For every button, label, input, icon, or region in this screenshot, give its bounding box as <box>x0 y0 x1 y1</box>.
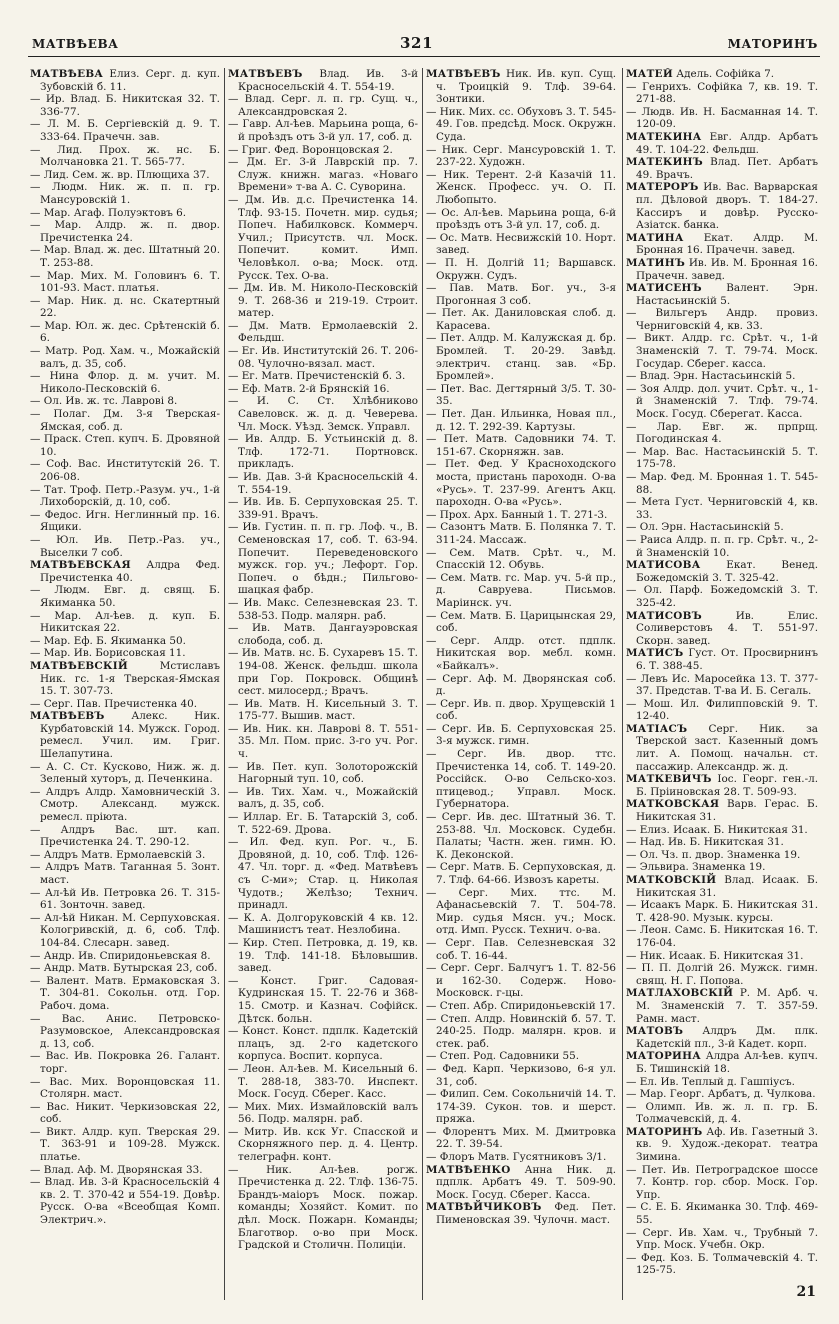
directory-entry: — Ег. Матв. Пречистенскій б. 3. <box>228 370 406 383</box>
directory-entry: — Пет. Дан. Ильинка, Новая пл., д. 12. Т. 292-39. Картузы. <box>426 408 616 433</box>
directory-entry: — Зоя Алдр. дол. учит. Срѣт. ч., 1-й Знаменскій 7. Тлф. 79-74. Моск. Госуд. Сберегат. Касса. <box>626 382 818 421</box>
directory-entry: МАТЕРОРЪ Ив. Вас. Варварская пл. Дѣловой дворъ. Т. 184-27. Кассиръ и довѣр. Русско-Азіатск. банка. <box>626 181 818 232</box>
directory-entry: — Ив. Пет. куп. Золоторожскій Нагорный туп. 10, соб. <box>228 760 418 786</box>
directory-entry: — Генрихъ. Софійка 7, кв. 19. Т. 271-88. <box>626 80 818 106</box>
directory-entry: — Юл. Ив. Петр.-Раз. уч., Выселки 7 соб. <box>30 533 220 559</box>
directory-entry: — Серг. Ив. Б. Серпуховская 25. 3-я мужск. гимн. <box>426 722 616 748</box>
directory-entry: — С. Е. Б. Якиманка 30. Тлф. 469-55. <box>626 1201 818 1227</box>
entry-surname: МАТІАСЪ <box>626 722 688 735</box>
directory-entry: — Лид. Прох. ж. нс. Б. Молчановка 21. Т. 565-77. <box>30 143 220 169</box>
directory-entry: — Серг. Ив. Хам. ч., Трубный 7. Упр. Моск. Учебн. Окр. <box>626 1226 818 1252</box>
directory-entry: — Нина Флор. д. м. учит. М. Николо-Песковскій 6. <box>30 370 220 395</box>
column-4 <box>626 68 818 1306</box>
directory-entry: — Еф. Матв. 2-й Брянскій 16. <box>228 382 390 395</box>
directory-entry: — Серг. Ив. п. двор. Хрущевскій 1 соб. <box>426 697 616 723</box>
directory-entry: МАТКОВСКАЯ Варв. Герас. Б. Никитская 31. <box>626 798 818 824</box>
entry-surname: МАТИНЪ <box>626 256 686 269</box>
directory-entry: — Мар. Алдр. ж. п. двор. Пречистенка 24. <box>30 219 220 244</box>
directory-entry: — Мар. Еф. Б. Якиманка 50. <box>30 634 186 647</box>
entry-surname: МАТИСОВЪ <box>626 609 702 622</box>
directory-entry: — Валент. Матв. Ермаковская 3. Т. 304-81. Сокольн. отд. Гор. Рабоч. дома. <box>30 974 220 1012</box>
directory-entry: — Ив. Дав. 3-й Красносельскій 4. Т. 554-19. <box>228 471 418 496</box>
directory-entry: — Эльвира. Знаменка 19. <box>626 861 766 874</box>
directory-entry: — Мар. Вас. Настасьинскій 5. Т. 175-78. <box>626 445 818 471</box>
directory-entry: — Серг. Мих. ттс. М. Афанасьевскій 7. Т. 504-78. Мир. судья Мясн. уч.; Моск. отд. Имп. Русск. Технич. о-ва. <box>426 886 616 937</box>
entry-surname: МАТЕЙ <box>626 68 673 80</box>
directory-entry: — Л. М. Б. Сергіевскій д. 9. Т. 333-64. Прачечн. зав. <box>30 118 220 143</box>
directory-entry: — Дм. Матв. Ермолаевскій 2. Фельдш. <box>228 319 418 345</box>
entry-surname: МАТИСЕНЪ <box>626 282 702 295</box>
directory-entry: — Ив. Густин. п. п. гр. Лоф. ч., В. Семеновская 17, соб. Т. 63-94. Попечит. Переведеновского мужск. гор. уч.; Лефорт. Гор. Попеч. о бѣдн.; Пильгово-шацкая фабр. <box>228 521 418 597</box>
directory-entry: МАТВѢЕВЪ Ник. Ив. куп. Сущ. ч. Троицкій 9. Тлф. 39-64. Зонтики. <box>426 68 616 106</box>
directory-entry: — Андр. Ив. Спиридоньевская 8. <box>30 949 211 962</box>
entry-surname: МАТВѢЕВСКІЙ <box>30 659 129 672</box>
directory-entry: — Пет. Фед. У Красноходского моста, пристань пароходн. О-ва «Русь». Т. 237-99. Агентъ Акц. пароходн. О-ва «Русь». <box>426 458 616 509</box>
directory-entry: — Мар. Ал-ѣев. д. куп. Б. Никитская 22. <box>30 609 220 635</box>
entry-surname: МАТКОВСКАЯ <box>626 798 720 811</box>
directory-entry: — Иллар. Ег. Б. Татарскій 3, соб. Т. 522-69. Дрова. <box>228 811 418 836</box>
directory-entry: — Исаакъ Марк. Б. Никитская 31. Т. 428-90. Музык. курсы. <box>626 899 818 924</box>
directory-entry: МАТИНЪ Ив. Ив. М. Бронная 16. Прачечн. завед. <box>626 256 818 282</box>
directory-entry: — А. С. Ст. Кусково, Ниж. ж. д. Зеленый хуторъ, д. Печенкина. <box>30 760 220 786</box>
entry-surname: МАТВѢЕВСКАЯ <box>30 559 131 572</box>
directory-entry: — Сем. Матв. гс. Мар. уч. 5-й пр., д. Савруева. Письмов. Маріинск. уч. <box>426 571 616 609</box>
directory-entry: — Мар. Ив. Борисовская 11. <box>30 647 186 660</box>
directory-entry: — Федос. Игн. Неглинный пр. 16. Ящики. <box>30 508 220 534</box>
directory-entry: — Григ. Фед. Воронцовская 2. <box>228 143 393 156</box>
directory-entry: МАТОРИНА Алдра Ал-ѣев. купч. Б. Тишинскій 18. <box>626 1050 818 1075</box>
directory-entry: — Алдръ Матв. Таганная 5. Зонт. маст. <box>30 861 220 886</box>
directory-entry: — Людв. Ив. Н. Басманная 14. Т. 120-09. <box>626 105 818 131</box>
directory-entry: МАТОВЪ Алдръ Дм. плк. Кадетскій пл., 3-й Кадет. корп. <box>626 1025 818 1050</box>
directory-entry: — Пет. Ив. Петроградское шоссе 7. Контр. гор. сбор. Моск. Гор. Упр. <box>626 1163 818 1201</box>
directory-entry: — Викт. Алдр. куп. Тверская 29. Т. 363-91 и 109-28. Мужск. платье. <box>30 1125 220 1164</box>
directory-entry: — Мош. Ил. Филипповскій 9. Т. 12-40. <box>626 697 818 723</box>
directory-entry: — Флоръ Матв. Гусятниковъ 3/1. <box>426 1151 607 1164</box>
directory-entry: — Праск. Степ. купч. Б. Дровяной 10. <box>30 433 220 458</box>
directory-entry: — Кир. Степ. Петровка, д. 19, кв. 19. Тлф. 141-18. Бѣловышив. завед. <box>228 936 418 975</box>
directory-entry: МАТВѢЙЧИКОВЪ Фед. Пет. Пименовская 39. Чулочн. маст. <box>426 1201 616 1227</box>
directory-entry: — Пав. Матв. Бог. уч., 3-я Прогонная 3 соб. <box>426 282 616 307</box>
directory-entry: — Ив. Ив. Б. Серпуховская 25. Т. 339-91. Врачъ. <box>228 496 418 521</box>
entry-surname: МАТВѢЙЧИКОВЪ <box>426 1201 542 1214</box>
directory-entry: МАТЛАХОВСКІЙ Р. М. Арб. ч. М. Знаменскій 7. Т. 357-59. Рамн. маст. <box>626 987 818 1025</box>
directory-entry: — Ир. Влад. Б. Никитская 32. Т. 336-77. <box>30 93 220 118</box>
directory-entry: — Влад. Аф. М. Дворянская 33. <box>30 1163 203 1176</box>
entry-surname: МАТИНА <box>626 231 684 244</box>
directory-entry: — Влад. Эрн. Настасьинскій 5. <box>626 370 796 383</box>
entry-surname: МАТВѢЕВЪ <box>426 68 501 80</box>
directory-entry: МАТВѢЕВСКАЯ Алдра Фед. Пречистенка 40. <box>30 559 220 584</box>
directory-entry: МАТІАСЪ Серг. Ник. за Тверской заст. Казенный домъ лит. А. Помощ. начальн. ст. пассажир. Александр. ж. д. <box>626 722 818 773</box>
entry-surname: МАТЛАХОВСКІЙ <box>626 987 734 1000</box>
directory-entry: — Лид. Сем. ж. вр. Плющиха 37. <box>30 168 210 181</box>
header-right-word: МАТОРИНЪ <box>727 37 818 51</box>
directory-entry: — Ил. Фед. куп. Рог. ч., Б. Дровяной, д. 10, соб. Тлф. 126-47. Чл. торг. д. «Фед. Матвѣевъ съ С-ми»; Стар. ц. Николая Чудотв.; Желѣзо; Технич. принадл. <box>228 836 418 912</box>
directory-entry: МАТЕКИНА Евг. Алдр. Арбатъ 49. Т. 104-22. Фельдш. <box>626 130 818 156</box>
directory-entry: — П. П. Долгій 26. Мужск. гимн. свящ. Н. Г. Попова. <box>626 962 818 987</box>
entry-surname: МАТОРИНА <box>626 1050 702 1063</box>
directory-entry: — Дм. Ив. М. Николо-Песковскій 9. Т. 268-36 и 219-19. Строит. матер. <box>228 282 418 320</box>
directory-entry: — Вас. Никит. Черкизовская 22, соб. <box>30 1100 220 1126</box>
directory-entry: — Мар. Агаф. Полуэктовъ 6. <box>30 206 187 219</box>
directory-entry: — Флорентъ Мих. М. Дмитровка 22. Т. 39-54. <box>426 1125 616 1151</box>
directory-entry: — Ос. Ал-ѣев. Марьина роща, 6-й проѣздъ отъ 3-й ул. 17, соб. д. <box>426 206 616 232</box>
directory-entry: — Матр. Род. Хам. ч., Можайскій валъ, д. 35, соб. <box>30 345 220 370</box>
directory-entry: — Олимп. Ив. ж. л. п. гр. Б. Толмачевскій, д. 4. <box>626 1100 818 1126</box>
directory-entry: — Серг. Ив. двор. ттс. Пречистенка 14, соб. Т. 149-20. Россійск. О-во Сельско-хоз. птицевод.; Управл. Моск. Губернатора. <box>426 748 616 811</box>
directory-entry: — Ив. Матв. Дангауэровская слобода, соб. д. <box>228 622 418 647</box>
directory-entry: — Пет. Ак. Даниловская слоб. д. Карасева. <box>426 307 616 332</box>
entry-surname: МАТИСОВА <box>626 559 701 572</box>
directory-entry: — Ив. Матв. нс. Б. Сухаревъ 15. Т. 194-08. Женск. фельдш. школа при Гор. Покровск. Общинѣ сест. милосерд.; Врачъ. <box>228 647 418 698</box>
directory-entry: — Соф. Вас. Институтскій 26. Т. 206-08. <box>30 458 220 483</box>
directory-entry: МАТКЕВИЧЪ Іос. Георг. ген.-л. Б. Пріиновская 28. Т. 509-93. <box>626 773 818 798</box>
directory-entry: — Вас. Анис. Петровско-Разумовское, Александровская д. 13, соб. <box>30 1012 220 1050</box>
directory-entry: — Митр. Ив. кск Уг. Спасской и Скорняжного пер. д. 4. Центр. телеграфн. конт. <box>228 1125 418 1164</box>
directory-entry: — Дм. Ег. 3-й Лаврскій пр. 7. Служ. книжн. магаз. «Новаго Времени» т-ва А. С. Суворина. <box>228 156 418 194</box>
directory-entry: МАТВѢЕНКО Анна Ник. д. пдплк. Арбатъ 49. Т. 509-90. Моск. Госуд. Сберег. Касса. <box>426 1163 616 1201</box>
directory-entry: — Пет. Вас. Дегтярный 3/5. Т. 30-35. <box>426 382 616 408</box>
directory-entry: — Леон. Ал-ѣев. М. Кисельный 6. Т. 288-18, 383-70. Инспект. Моск. Госуд. Сберег. Касс. <box>228 1062 418 1101</box>
directory-entry: — Фед. Карп. Черкизово, 6-я ул. 31, соб. <box>426 1062 616 1088</box>
directory-entry: — Прох. Арх. Банный 1. Т. 271-3. <box>426 508 608 521</box>
directory-entry: — Ник. Ал-ѣев. рогж. Пречистенка д. 22. Тлф. 136-75. Брандъ-маіоръ Моск. пожар. команды; Хозяйст. Комит. по дѣл. Моск. Пожарн. Команды; Благотвор. о-во при Моск. Градской и Столичн. Полиціи. <box>228 1163 418 1252</box>
directory-entry: — Тат. Троф. Петр.-Разум. уч., 1-й Лихоборскій, д. 10, соб. <box>30 483 220 509</box>
directory-entry: — Конст. Конст. пдплк. Кадетскій плацъ, зд. 2-го кадетского корпуса. Воспит. корпуса. <box>228 1025 418 1063</box>
directory-entry: — Филип. Сем. Сокольничій 14. Т. 174-39. Сукон. тов. и шерст. пряжа. <box>426 1088 616 1126</box>
directory-entry: — Ол. Ив. ж. тс. Лаврові 8. <box>30 395 178 408</box>
entry-surname: МАТВѢЕВА <box>30 68 104 80</box>
directory-entry: — Мета Густ. Черниговскій 4, кв. 33. <box>626 496 818 521</box>
entry-surname: МАТВѢЕВЪ <box>228 68 303 80</box>
directory-entry: — Елиз. Исаак. Б. Никитская 31. <box>626 823 808 836</box>
directory-entry: — Викт. Алдр. гс. Срѣт. ч., 1-й Знаменскій 7. Т. 79-74. Моск. Государ. Сберег. касса. <box>626 332 818 370</box>
page-number: 321 <box>400 34 434 52</box>
directory-entry: — Ник. Мих. сс. Обуховъ 3. Т. 545-49. Гов. предсѣд. Моск. Окружн. Суда. <box>426 105 616 143</box>
directory-entry: — Мар. Влад. ж. дес. Штатный 20. Т. 253-88. <box>30 244 220 269</box>
directory-entry: — Лар. Евг. ж. прпрщ. Погодинская 4. <box>626 420 818 446</box>
directory-entry: — Ос. Матв. Несвижскій 10. Норт. завед. <box>426 231 616 257</box>
directory-entry: — Серг. Ив. дес. Штатный 36. Т. 253-88. Чл. Московск. Судебн. Палаты; Частн. жен. гимн. Ю. К. Деконской. <box>426 811 616 861</box>
directory-entry: — Ник. Исаак. Б. Никитская 31. <box>626 949 804 962</box>
directory-entry: — Левъ Ис. Маросейка 13. Т. 377-37. Представ. Т-ва И. Б. Сегаль. <box>626 672 818 698</box>
directory-entry: — Мар. Георг. Арбатъ, д. Чулкова. <box>626 1088 816 1101</box>
directory-entry: — Алдръ Алдр. Хамовническій 3. Смотр. Александ. мужск. ремесл. пріюта. <box>30 785 220 824</box>
directory-entry: — Мар. Мих. М. Головинъ 6. Т. 101-93. Маст. платья. <box>30 269 220 295</box>
directory-entry: — К. А. Долгоруковскій 4 кв. 12. Машинистъ теат. Незлобина. <box>228 911 418 937</box>
column-3 <box>426 68 616 1306</box>
directory-entry: МАТИНА Екат. Алдр. М. Бронная 16. Прачечн. завед. <box>626 231 818 257</box>
directory-entry: — П. Н. Долгій 11; Варшавск. Окружн. Судъ. <box>426 256 616 282</box>
entry-surname: МАТКОВСКІЙ <box>626 874 717 886</box>
directory-entry: — Ив. Алдр. Б. Устьинскій д. 8. Тлф. 172-71. Портновск. прикладъ. <box>228 433 418 471</box>
header-left-word: МАТВѢЕВА <box>32 37 119 51</box>
directory-entry: — Ол. Парф. Божедомскій 3. Т. 325-42. <box>626 584 818 609</box>
directory-entry: — Влад. Серг. л. п. гр. Сущ. ч., Александровская 2. <box>228 93 418 118</box>
entry-surname: МАТОРИНЪ <box>626 1125 703 1138</box>
directory-entry: — Ив. Макс. Селезневская 23. Т. 538-53. Подр. малярн. раб. <box>228 596 418 622</box>
entry-surname: МАТЕКИНЪ <box>626 156 704 169</box>
directory-entry: МАТВѢЕВСКІЙ Мстиславъ Ник. гс. 1-я Тверская-Ямская 15. Т. 307-73. <box>30 659 220 698</box>
directory-entry: — Алдръ Матв. Ермолаевскій 3. <box>30 848 206 861</box>
directory-entry: — Ег. Ив. Институтскій 26. Т. 206-08. Чулочно-вязал. маст. <box>228 345 418 370</box>
directory-entry: — Серг. Серг. Балчугъ 1. Т. 82-56 и 162-30. Содерж. Ново-Московск. г-цы. <box>426 962 616 1000</box>
directory-entry: — Ив. Матв. Н. Кисельный 3. Т. 175-77. Вышив. маст. <box>228 697 418 723</box>
directory-entry: — Ал-ѣй Никан. М. Серпуховская. Кологривскій, д. 6, соб. Тлф. 104-84. Слесарн. завед. <box>30 911 220 949</box>
directory-entry: МАТИСЕНЪ Валент. Эрн. Настасьинскій 5. <box>626 282 818 307</box>
entry-surname: МАТЕКИНА <box>626 130 702 143</box>
directory-entry: — Ник. Серг. Мансуровскій 1. Т. 237-22. Художн. <box>426 143 616 169</box>
entry-surname: МАТИСЪ <box>626 647 684 660</box>
directory-entry: — Ник. Терент. 2-й Казачій 11. Женск. Професс. уч. О. П. Любопыто. <box>426 168 616 206</box>
directory-entry: МАТЕЙ Адель. Софійка 7. <box>626 68 775 80</box>
directory-entry: МАТОРИНЪ Аф. Ив. Газетный 3. кв. 9. Худож.-декорат. театра Зимина. <box>626 1125 818 1164</box>
directory-entry: МАТИСОВА Екат. Венед. Божедомскій 3. Т. 325-42. <box>626 559 818 584</box>
directory-entry: — Ал-ѣй Ив. Петровка 26. Т. 315-61. Зонточн. завед. <box>30 886 220 912</box>
directory-entry: — Леон. Самс. Б. Никитская 16. Т. 176-04. <box>626 924 818 949</box>
directory-entry: — И. С. Ст. Хлѣбниково Савеловск. ж. д. д. Чеверева. Чл. Моск. Уѣзд. Земск. Управл. <box>228 395 418 433</box>
entry-surname: МАТКЕВИЧЪ <box>626 773 712 786</box>
directory-entry: — Степ. Абр. Спиридоньевскій 17. <box>426 999 616 1012</box>
directory-entry: — Сазонтъ Матв. Б. Полянка 7. Т. 311-24. Массаж. <box>426 521 616 546</box>
entry-surname: МАТОВЪ <box>626 1025 684 1038</box>
column-2 <box>228 68 418 1306</box>
directory-entry: — Над. Ив. Б. Никитская 31. <box>626 836 784 849</box>
entry-surname: МАТВѢЕВЪ <box>30 710 105 723</box>
directory-entry: — Серг. Матв. Б. Серпуховская, д. 7. Тлф. 64-66. Извозъ кареты. <box>426 861 616 886</box>
footer-number: 21 <box>796 1284 816 1300</box>
directory-entry: МАТИСЪ Густ. От. Просвирнинъ 6. Т. 388-45. <box>626 647 818 672</box>
directory-entry: — Пет. Матв. Садовники 74. Т. 151-67. Скорняжн. зав. <box>426 433 616 458</box>
directory-entry: — Конст. Григ. Садовая-Кудринская 15. Т. 22-76 и 368-15. Смотр. и Казнач. Софійск. Дѣтск. больн. <box>228 974 418 1025</box>
directory-entry: — Серг. Пав. Селезневская 32 соб. Т. 16-44. <box>426 936 616 962</box>
directory-entry: МАТВѢЕВЪ Влад. Ив. 3-й Красносельскій 4. Т. 554-19. <box>228 68 418 93</box>
directory-entry: — Андр. Матв. Бутырская 23, соб. <box>30 962 218 975</box>
directory-entry: — Людм. Ник. ж. п. п. гр. Мансуровскій 1. <box>30 181 220 206</box>
entry-surname: МАТЕРОРЪ <box>626 181 699 194</box>
directory-entry: — Алдръ Вас. шт. кап. Пречистенка 24. Т. 290-12. <box>30 823 220 849</box>
directory-entry: — Сем. Матв. Б. Царицынская 29, соб. <box>426 609 616 635</box>
entry-surname: МАТВѢЕНКО <box>426 1163 511 1176</box>
directory-entry: МАТЕКИНЪ Влад. Пет. Арбатъ 49. Врачъ. <box>626 156 818 181</box>
directory-entry: — Раиса Алдр. п. п. гр. Срѣт. ч., 2-й Знаменскій 10. <box>626 533 818 559</box>
directory-entry: — Ив. Ник. кн. Лаврові 8. Т. 551-35. Мл. Пом. прис. 3-го уч. Рог. ч. <box>228 722 418 761</box>
directory-entry: — Мар. Юл. ж. дес. Срѣтенскій б. 6. <box>30 319 220 345</box>
directory-entry: — Серг. Аф. М. Дворянская соб. д. <box>426 672 616 698</box>
directory-entry: — Степ. Алдр. Новинскій б. 57. Т. 240-25. Подр. малярн. кров. и стек. раб. <box>426 1012 616 1050</box>
column-1 <box>30 68 220 1306</box>
directory-entry: — Вас. Мих. Воронцовская 11. Столярн. маст. <box>30 1075 220 1101</box>
directory-page <box>28 34 820 1310</box>
directory-entry: — Вас. Ив. Покровка 26. Галант. торг. <box>30 1050 220 1075</box>
directory-entry: — Мих. Мих. Измайловскій валъ 56. Подр. малярн. раб. <box>228 1100 418 1126</box>
directory-entry: МАТКОВСКІЙ Влад. Исаак. Б. Никитская 31. <box>626 874 818 899</box>
directory-entry: — Мар. Фед. М. Бронная 1. Т. 545-88. <box>626 471 818 496</box>
directory-entry: — Вильгеръ Андр. провиз. Черниговскій 4, кв. 33. <box>626 307 818 332</box>
directory-entry: — Ив. Тих. Хам. ч., Можайскій валъ, д. 35, соб. <box>228 785 418 811</box>
directory-entry: — Сем. Матв. Срѣт. ч., М. Спасскій 12. Обувь. <box>426 546 616 572</box>
running-header <box>28 34 820 57</box>
directory-entry: МАТИСОВЪ Ив. Елис. Соливерстовъ 4. Т. 551-97. Скорн. завед. <box>626 609 818 647</box>
directory-entry: — Влад. Ив. 3-й Красносельскій 4 кв. 2. Т. 370-42 и 554-19. Довѣр. Русск. О-ва «Всеобщая Комп. Электрич.». <box>30 1176 220 1227</box>
directory-columns <box>28 68 820 1306</box>
directory-entry: — Мар. Ник. д. нс. Скатертный 22. <box>30 294 220 320</box>
directory-entry: — Ел. Ив. Теплый д. Гашпіусъ. <box>626 1075 795 1088</box>
directory-entry: — Дм. Ив. д.с. Пречистенка 14. Тлф. 93-15. Почетн. мир. судья; Попеч. Набилковск. Коммерч. Учил.; Присутств. чл. Моск. Попечит. комит. Имп. Человѣкол. о-ва; Моск. отд. Русск. Тех. О-ва. <box>228 193 418 282</box>
directory-entry: МАТВѢЕВЪ Алекс. Ник. Курбатовскій 14. Мужск. Город. ремесл. Учил. им. Григ. Шелапутина. <box>30 710 220 761</box>
directory-entry: — Серг. Алдр. отст. пдплк. Никитская вор. мебл. комн. «Байкалъ». <box>426 634 616 672</box>
directory-entry: — Гавр. Ал-ѣев. Марьина роща, 6-й проѣздъ отъ 3-й ул. 17, соб. д. <box>228 118 418 143</box>
directory-entry: — Серг. Пав. Пречистенка 40. <box>30 697 198 710</box>
directory-entry: — Фед. Коз. Б. Толмачевскій 4. Т. 125-75. <box>626 1251 818 1277</box>
directory-entry: — Степ. Род. Садовники 55. <box>426 1050 580 1063</box>
directory-entry: — Пет. Алдр. М. Калужская д. бр. Бромлей. Т. 20-29. Завѣд. электрич. станц. зав. «Бр. Бромлей». <box>426 332 616 383</box>
directory-entry: — Полаг. Дм. 3-я Тверская-Ямская, соб. д. <box>30 408 220 433</box>
directory-entry: МАТВѢЕВА Елиз. Серг. д. куп. Зубовскій б. 11. <box>30 68 220 93</box>
directory-entry: — Ол. Эрн. Настасьинскій 5. <box>626 521 784 534</box>
directory-entry: — Ол. Чз. п. двор. Знаменка 19. <box>626 848 801 861</box>
directory-entry: — Людм. Евг. д. свящ. Б. Якиманка 50. <box>30 584 220 609</box>
